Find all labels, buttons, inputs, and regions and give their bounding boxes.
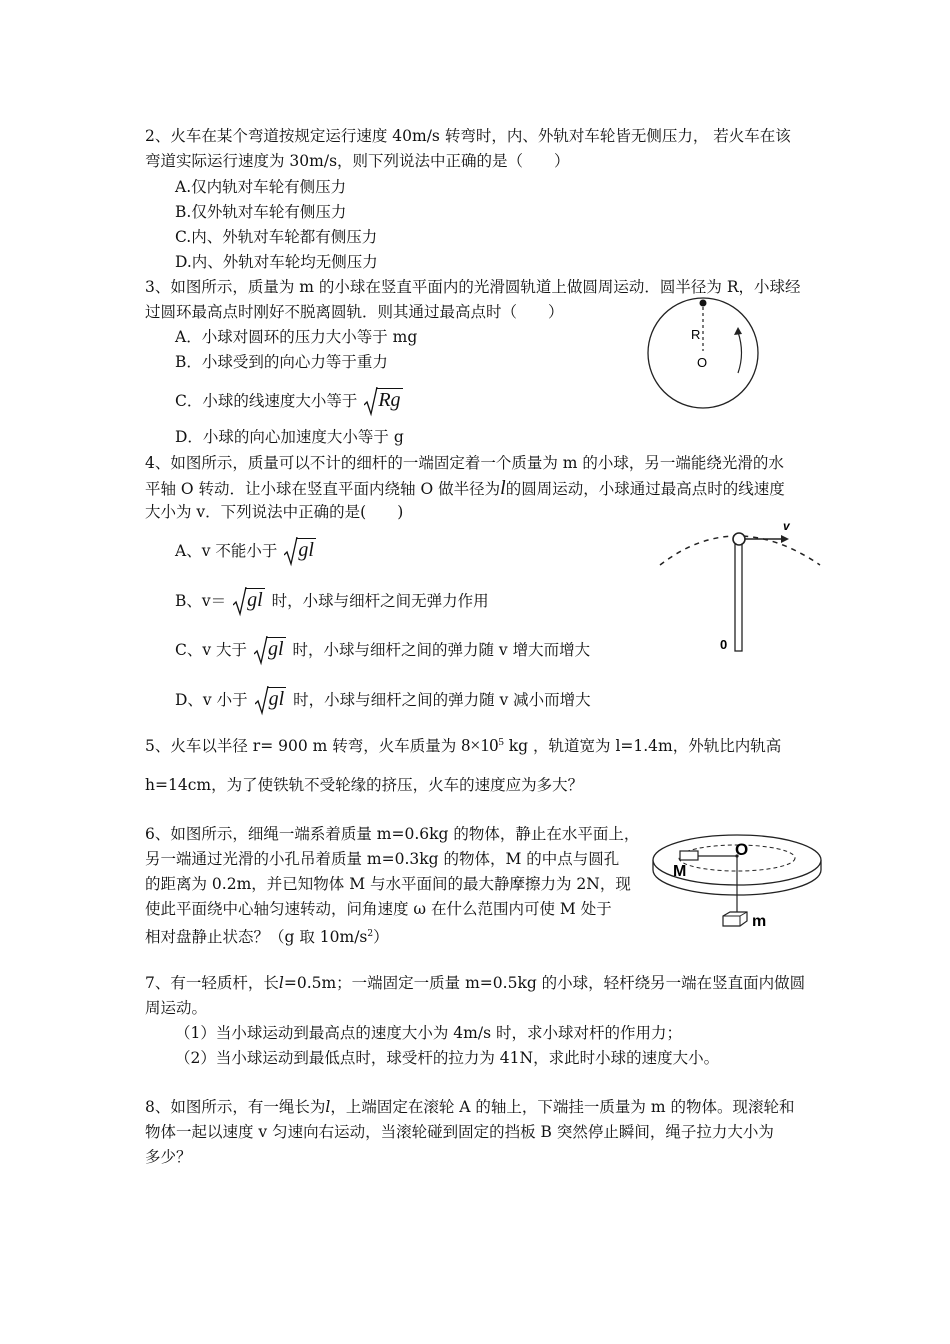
q7-sub2: （2）当小球运动到最低点时，球受杆的拉力为 41N，求此时小球的速度大小。 [175, 1049, 720, 1067]
q5-stem-line1-b: kg ，轨道宽为 l=1.4m，外轨比内轨高 [508, 737, 782, 756]
q5-stem-line2: h=14cm，为了使铁轨不受轮缘的挤压，火车的速度应为多大？ [145, 776, 584, 794]
q6-stem-line3: 的距离为 0.2m，并已知物体 M 与水平面间的最大静摩擦力为 2N，现 [145, 875, 631, 893]
q3-option-d: D．小球的向心加速度大小等于 g [175, 428, 404, 446]
q3-fig-label-o: O [697, 355, 708, 370]
sqrt-radicand: gl [298, 539, 314, 561]
sqrt-radicand: gl [268, 688, 285, 710]
sqrt-radicand: gl [247, 589, 263, 611]
q2-option-b: B.仅外轨对车轮有侧压力 [175, 203, 347, 221]
q4-option-c-pre: C、v 大于 [175, 641, 248, 659]
q6-fig-label-small-m: m [752, 913, 767, 930]
sqrt-radicand: Rg [378, 389, 401, 411]
q8-stem-line1 [145, 1096, 794, 1118]
q7-var-l: l [278, 974, 284, 992]
q8-stem-line3: 多少？ [145, 1148, 192, 1166]
q6-fig-label-big-m: M [673, 863, 687, 880]
q6-disk-figure [648, 820, 828, 935]
q6-stem-line5-b: ） [373, 928, 389, 947]
q7-sub1: （1）当小球运动到最高点的速度大小为 4m/s 时，求小球对杆的作用力； [175, 1024, 682, 1042]
q3-fig-label-r: R [691, 327, 701, 342]
q3-stem-line2: 过圆环最高点时刚好不脱离圆轨．则其通过最高点时（ ） [145, 303, 564, 321]
q7-stem-line1 [145, 972, 805, 994]
q6-fig-label-o: O [735, 840, 749, 859]
q2-option-d: D.内、外轨对车轮均无侧压力 [175, 253, 378, 271]
q8-stem-line2: 物体一起以速度 v 匀速向右运动，当滚轮碰到固定的挡板 B 突然停止瞬间，绳子拉力大小为 [145, 1123, 774, 1141]
q4-fig-label-o: 0 [720, 637, 728, 652]
q4-option-c [175, 638, 590, 661]
q4-fig-label-v: v [783, 519, 790, 533]
q8-var-l: l [325, 1098, 331, 1116]
q3-option-c [175, 389, 405, 412]
q6-exponent: 2 [367, 929, 374, 939]
q8-stem-line1-b: ，上端固定在滚轮 A 的轴上，下端挂一质量为 m 的物体。现滚轮和 [330, 1098, 795, 1116]
q4-option-b-pre: B、v＝ [175, 592, 227, 610]
sqrt-expression [364, 389, 402, 412]
q6-stem-line2: 另一端通过光滑的小孔吊着质量 m=0.3kg 的物体，M 的中点与圆孔 [145, 850, 620, 868]
q3-option-c-text: C．小球的线速度大小等于 [175, 392, 358, 410]
q4-option-a [175, 539, 318, 562]
q4-option-d-post: 时，小球与细杆之间的弹力随 v 减小而增大 [293, 691, 591, 709]
q7-stem-line2: 周运动。 [145, 999, 208, 1017]
q2-stem-line2: 弯道实际运行速度为 30m/s，则下列说法中正确的是（ ） [145, 152, 570, 170]
q7-stem-line1-b: =0.5m；一端固定一质量 m=0.5kg 的小球，轻杆绕另一端在竖直面内做圆 [283, 974, 806, 992]
q4-option-d [175, 688, 591, 711]
q4-var-l: l [500, 477, 506, 499]
q6-stem-line4: 使此平面绕中心轴匀速转动，问角速度 ω 在什么范围内可使 M 处于 [145, 900, 612, 918]
q3-option-b: B．小球受到的向心力等于重力 [175, 353, 388, 371]
sqrt-expression [254, 638, 286, 661]
sqrt-expression [233, 589, 265, 612]
q4-stem-line2 [145, 477, 785, 500]
q4-rod-figure [655, 515, 830, 655]
q4-option-d-pre: D、v 小于 [175, 691, 248, 709]
q4-stem-line1: 4、如图所示，质量可以不计的细杆的一端固定着一个质量为 m 的小球，另一端能绕光滑的水 [145, 454, 784, 472]
q2-option-c: C.内、外轨对车轮都有侧压力 [175, 228, 378, 246]
q7-stem-line1-a: 7、有一轻质杆，长 [145, 974, 279, 992]
q8-stem-line1-a: 8、如图所示，有一绳长为 [145, 1098, 326, 1116]
q2-option-a: A.仅内轨对车轮有侧压力 [175, 178, 347, 196]
q4-option-b-post: 时，小球与细杆之间无弹力作用 [271, 592, 489, 610]
sqrt-radicand: gl [267, 638, 284, 660]
q5-stem-line1-a: 5、火车以半径 r= 900 m 转弯，火车质量为 [145, 737, 457, 756]
q5-mass-exponent: 5 [498, 736, 504, 748]
sqrt-expression [255, 688, 287, 711]
q4-stem-line2-a: 平轴 O 转动．让小球在竖直平面内绕轴 O 做半径为 [145, 480, 501, 498]
sqrt-expression [284, 539, 316, 562]
q4-stem-line3: 大小为 v．下列说法中正确的是( ) [145, 503, 404, 521]
q3-stem-line1: 3、如图所示，质量为 m 的小球在竖直平面内的光滑圆轨道上做圆周运动．圆半径为 R，小球经 [145, 278, 801, 296]
q3-circle-figure [645, 295, 765, 415]
q3-option-a: A．小球对圆环的压力大小等于 mg [175, 328, 418, 346]
q6-stem-line5-a: 相对盘静止状态？（g 取 10m/s [145, 928, 368, 947]
q4-option-c-post: 时，小球与细杆之间的弹力随 v 增大而增大 [292, 641, 591, 659]
q4-option-b [175, 589, 489, 612]
q6-stem-line5 [145, 923, 389, 948]
q4-stem-line2-b: 的圆周运动，小球通过最高点时的线速度 [505, 480, 785, 498]
q6-stem-line1: 6、如图所示，细绳一端系着质量 m=0.6kg 的物体，静止在水平面上， [145, 825, 640, 843]
q4-option-a-text: A、v 不能小于 [175, 542, 278, 560]
q2-stem-line1: 2、火车在某个弯道按规定运行速度 40m/s 转弯时，内、外轨对车轮皆无侧压力， 若火车在该 [145, 127, 791, 145]
q5-stem-line1 [145, 731, 781, 757]
q5-mass-base: 8×10 [461, 735, 499, 756]
